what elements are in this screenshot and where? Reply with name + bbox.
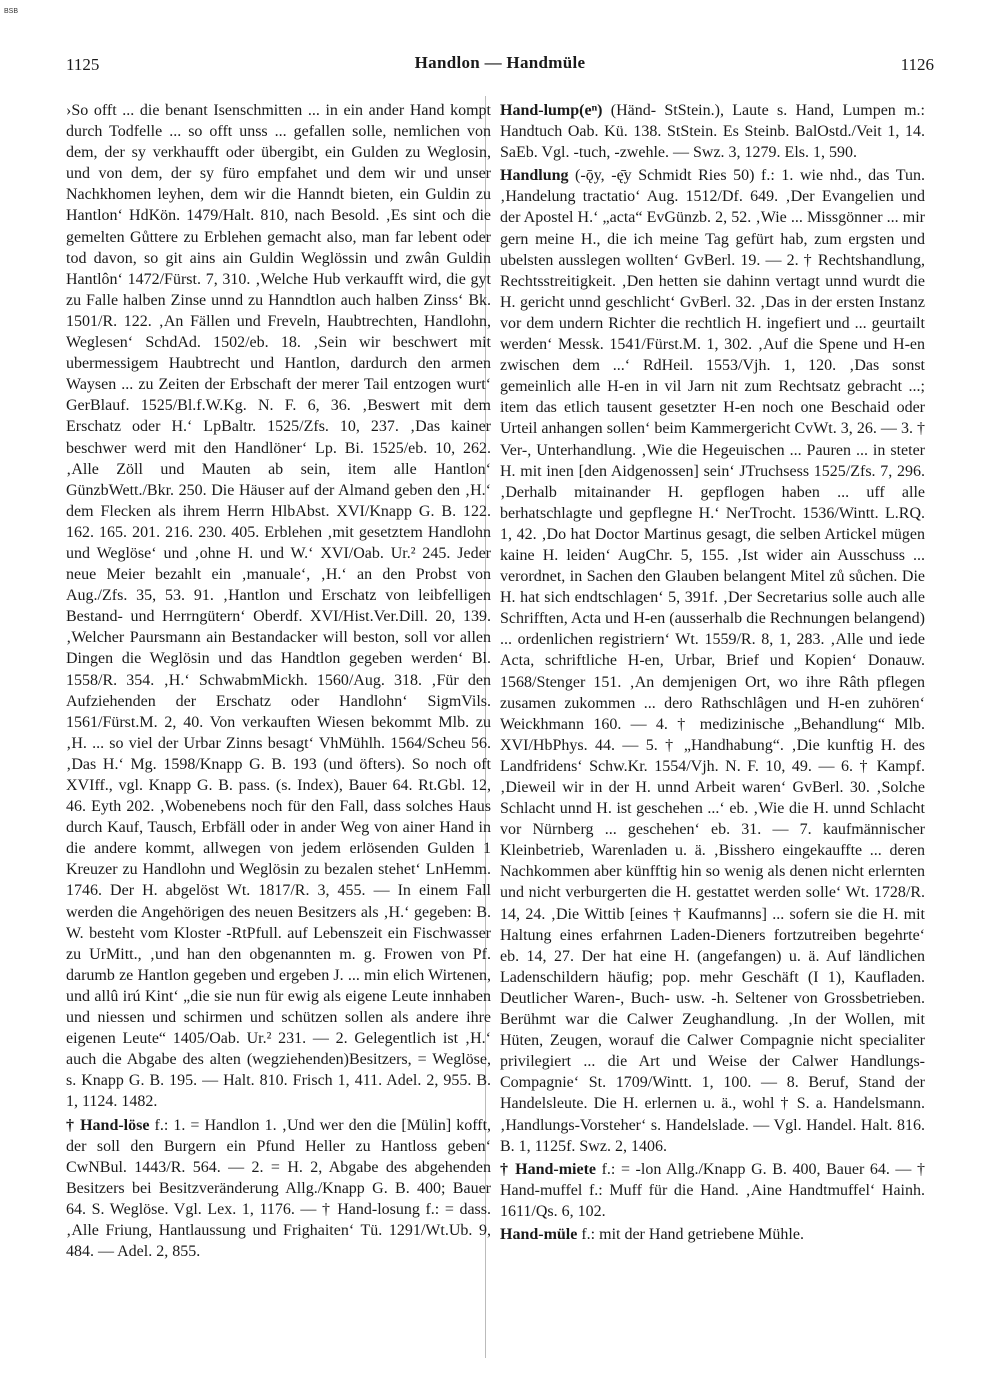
entry-headword: Hand-lump(eⁿ) xyxy=(500,102,603,119)
dictionary-entry xyxy=(500,100,925,163)
entry-headword: † Hand-löse xyxy=(66,1116,150,1134)
right-column xyxy=(500,100,925,1360)
dictionary-entry xyxy=(500,1159,925,1222)
left-column xyxy=(66,100,491,1360)
entry-headword: Handlung xyxy=(500,167,569,185)
dictionary-entry xyxy=(500,1224,925,1245)
entry-headword: † Hand-miete xyxy=(500,1160,597,1178)
dictionary-entry xyxy=(66,1115,491,1263)
running-head: Handlon — Handmüle xyxy=(414,53,586,72)
entry-text: ›So offt ... die benant Isenschmitten ... in ein ander Hand kompt durch Todfelle ... so offt unss ... gefallen solle, nemlichen von dem, der sy verkhaufft oder übergibt, ein Gulden zu Weglosin, und von dem, der sy füro empfahet und dem wir und unser Nachkhomen leyhen, dem wir die Hanndt bieten, ein Guldin zu Hantlon‘ HdKön. 1479/Halt. 810, nach Besold. ‚Es sint och die gemelten Gůttere zu Erblehen gemacht also, man far lebent oder tod davon, so git ains ain Guldin Weglössin und zwân Guldin Hantlôn‘ 1472/Fürst. 7, 310. ‚Welche Hub verkaufft wird, die gyt zu Falle halben Zinse unnd zu Hanndtlon auch halben Zinss‘ Bk. 1501/R. 122. ‚An Fällen und Freveln, Haubtrechten, Handlohn, Weglesen‘ SchdAd. 1502/eb. 18. ‚Sein wir beschwert mit ubermessigem Haubtrecht und Hantlon, dardurch den armen Waysen ... zu Zeiten der Erbschaft der merer Tail entzogen wurt‘ GerBlauf. 1525/Bl.f.W.Kg. N. F. 6, 36. ‚Beswert mit dem Erschatz oder H.‘ LpBaltr. 1525/Zfs. 10, 237. ‚Das kainer beschwer werd mit den Handlöner‘ Lp. Bi. 1525/eb. 10, 262. ‚Alle Zöll und Mauten ab sein, item alle Hantlon‘ GünzbWett./Bkr. 250. Die Häuser auf der Almand geben den ‚H.‘ dem Flecken als ihrem Herrn HlbAbst. XVI/Knapp G. B. 122. 162. 165. 201. 216. 230. 405. Erblehen ‚mit gesetztem Handlohn und Weglöse‘ und ‚ohne H. und W.‘ XVI/Oab. Ur.² 245. Jeder neue Meier bezahlt ein ‚manuale‘, ‚H.‘ an den Probst von Aug./Zfs. 35, 53. 91. ‚Hantlon und Erschatz von leibfelligen Bestand- und Herrngütern‘ Oberdf. XVI/Hist.Ver.Dill. 20, 139. ‚Welcher Paursmann ain Bestandacker will beston, soll vor allen Dingen die Weglösin und das Handtlon gegeben werden‘ Bl. 1558/R. 354. ‚H.‘ SchwabmMickh. 1560/Aug. 318. ‚Für den Aufziehenden der Erschatz oder Handlohn‘ SigmVils. 1561/Fürst.M. 2, 40. Von verkauften Wiesen bekommt Mlb. zu ‚H. ... so viel der Urbar Zinns besagt‘ VhMühlh. 1564/Scheu 56. ‚Das H.‘ Mg. 1598/Knapp G. B. 193 (und öfters). So noch oft XVIff., vgl. Knapp G. B. pass. (s. Index), Bauer 64. Rt.Gbl. 12, 46. Eyth 202. ‚Wobenebens noch für den Fall, dass solches Haus durch Kauf, Tausch, Erbfäll oder in ander Weg von ainer Hand in die andere kommt, allwegen von jedem erlösenden Gulden 1 Kreuzer zu Handlohn und Weglösin zu bezalen stehet‘ LnHemm. 1746. Der H. abgelöst Wt. 1817/R. 3, 455. — In einem Fall werden die Angehörigen des neuen Besitzers als ‚H.‘ gegeben: B. W. besteht vom Kloster ‑RtPfull. auf Lebenszeit ein Fischwasser zu UrMitt., ‚und han den obgenannten m. g. Frowen von Pf. darumb ze Hantlon gegeben und ergeben J. ... min elich Wirtenen, und allû irú Kint‘ „die sie nun für ewig als eigene Leute innhaben und niessen und schirmen und schützen sollen als andere ihre eigenen Leute“ 1405/Oab. Ur.² 231. — 2. Gelegentlich ist ‚H.‘ auch die Abgabe des alten (wegziehenden)Besitzers, = Weglöse, s. Knapp G. B. 195. — Halt. 810. Frisch 1, 411. Adel. 2, 955. B. 1, 1124. 1482. xyxy=(66,102,491,1111)
dictionary-entry xyxy=(500,165,925,1156)
entry-text: f.: 1. = Handlon 1. ‚Und wer den die [Mülin] kofft, der soll den Burgern ein Pfund Heller zu Hantloss geben‘ CwNBul. 1443/R. 564. — 2. = H. 2, Abgabe des abgehenden Besitzers bei Besitzveränderung Allg./Knapp G. B. 400; Bauer 64. S. Weglöse. Vgl. Lex. 1, 1176. — † Hand-losung f.: = dass. ‚Alle Friung, Hantlaussung und Frighaiten‘ Tü. 1291/Wt.Ub. 9, 484. — Adel. 2, 855. xyxy=(66,1116,491,1261)
page-number-right: 1126 xyxy=(900,55,934,74)
entry-headword: Hand-müle xyxy=(500,1225,578,1243)
page-number-left: 1125 xyxy=(66,55,100,74)
library-stamp: BSB xyxy=(4,8,19,15)
entry-text: f.: mit der Hand getriebene Mühle. xyxy=(577,1225,804,1243)
entry-text: (-ǭy, -ę̄y Schmidt Ries 50) f.: 1. wie nhd., das Tun. ‚Handelung tractatio‘ Aug. 1512/Df. 649. ‚Der Evangelien und der Apostel H.‘ „acta“ EvGünzb. 2, 52. ‚Wie ... Missgönner ... mir gern meine H., die ich meine Tag gefürt hab, zum ergsten und ubelsten ausslegen wollten‘ GvBerl. 19. — 2. † Rechtshandlung, Rechtsstreitigkeit. ‚Den hetten sie dahinn vertagt unnd wurdt die H. gericht unnd geschlicht‘ GvBerl. 32. ‚Das in der ersten Instanz vor dem undern Richter die rechtlich H. ingefiert und ... geurtailt werden‘ Messk. 1541/Fürst.M. 1, 302. ‚Auf die Spene und H-en zwischen dem ...‘ RdHeil. 1553/Vjh. 1, 120. ‚Das sonst gemeinlich alle H-en in vil Jarn nit zum Rechtsatz gebracht ...; item das etlich tausent gesetzter H-en noch one Beschaid oder Urteil anhangen sollen‘ beim Kammergericht CvWt. 3, 26. — 3. † Ver-, Unterhandlung. ‚Wie die Hegeuischen ... Pauren ... in steter H. mit inen [den Aidgenossen] sein‘ JTruchsess 1525/Zfs. 7, 296. ‚Derhalb mitainander H. gepflogen haben ... uff alle berhatschlagte und gepflegne H.‘ NerTrocht. 1536/Wintt. L.RQ. 1, 42. ‚Do hat Doctor Martinus gesagt, die selben Artickel mügen kaine H. leiden‘ AugChr. 5, 155. ‚Ist wider ain Ausschuss ... verordnet, in Sachen den Glauben belangent Mitel zů sůchen. Die H. hat sich endtschlagen‘ 5, 391f. ‚Der Secretarius solle auch alle Schrifften, Acta und H-en (ausserhalb die Rechnungen belangend) ... ordenlichen registriern‘ Wt. 1559/R. 8, 1, 283. ‚Alle und iede Acta, schriftliche H-en, Urbar, Brief und Kopien‘ Donauw. 1568/Stenger 151. ‚An demjenigen Ort, wo ihre Râth pflegen zusamen zukommen ... dero Rathschlâgen und H-en zuhören‘ Weickhmann 160. — 4. † medizinische „Behandlung“ Mlb. XVI/HbPhys. 44. — 5. † „Handhabung“. ‚Die kunftig H. des Landfridens‘ Schw.Kr. 1554/Vjh. N. F. 10, 49. — 6. † Kampf. ‚Dieweil wir in der H. unnd Arbeit waren‘ GvBerl. 30. ‚Solche Schlacht unnd H. ist geschehen ...‘ eb. ‚Wie die H. unnd Schlacht vor Nürnberg ... geschehen‘ eb. 31. — 7. kaufmännischer Kleinbetrieb, Warenladen u. ä. ‚Bisshero eingekauffte ... deren Nachkommen aber künfftig hin so wenig als denen nicht erlernten und nicht verburgerten die H. gestattet werden solle‘ Wt. 1728/R. 14, 24. ‚Die Wittib [eines † Kaufmanns] ... sofern sie die H. mit Haltung eines erfahrnen Laden-Dieners fortzutreiben begehrte‘ eb. 14, 27. Der hat eine H. (angefangen) u. ä. Auf ländlichen Ladenschildern häufig; pop. mehr Geschäft (I 1), Kaufladen. Deutlicher Waren-, Buch- usw. -h. Seltener von Grossbetrieben. Berühmt war die Calwer Zeughandlung. ‚In der Wollen, mit Hüten, Zeugen, worauf die Calwer Compagnie nicht specialiter privilegiert ... die Art und Weise der Calwer Handlungs-Compagnie‘ St. 1709/Wintt. 1, 100. — 8. Beruf, Stand der Handelsleute. Die H. erlernen u. ä., wohl † S. a. Handelsmann. ‚Handlungs-Vorsteher‘ s. Handelslade. — Vgl. Handel. Halt. 816. B. 1, 1125f. Swz. 2, 1406. xyxy=(500,167,925,1155)
entry-text: (Händ- StStein.), Laute s. Hand, Lumpen m.: Handtuch Oab. Kü. 138. StStein. Es Steinb. BalOstd./Veit 1, 14. SaEb. Vgl. -tuch, -zwehle. — Swz. 3, 1279. Els. 1, 590. xyxy=(500,102,925,162)
entry-text: f.: = -lon Allg./Knapp G. B. 400, Bauer 64. — † Hand-muffel f.: Muff für die Hand. ‚Aine Handtmuffel‘ Hainh. 1611/Qs. 6, 102. xyxy=(500,1160,925,1220)
dictionary-entry xyxy=(66,100,491,1113)
